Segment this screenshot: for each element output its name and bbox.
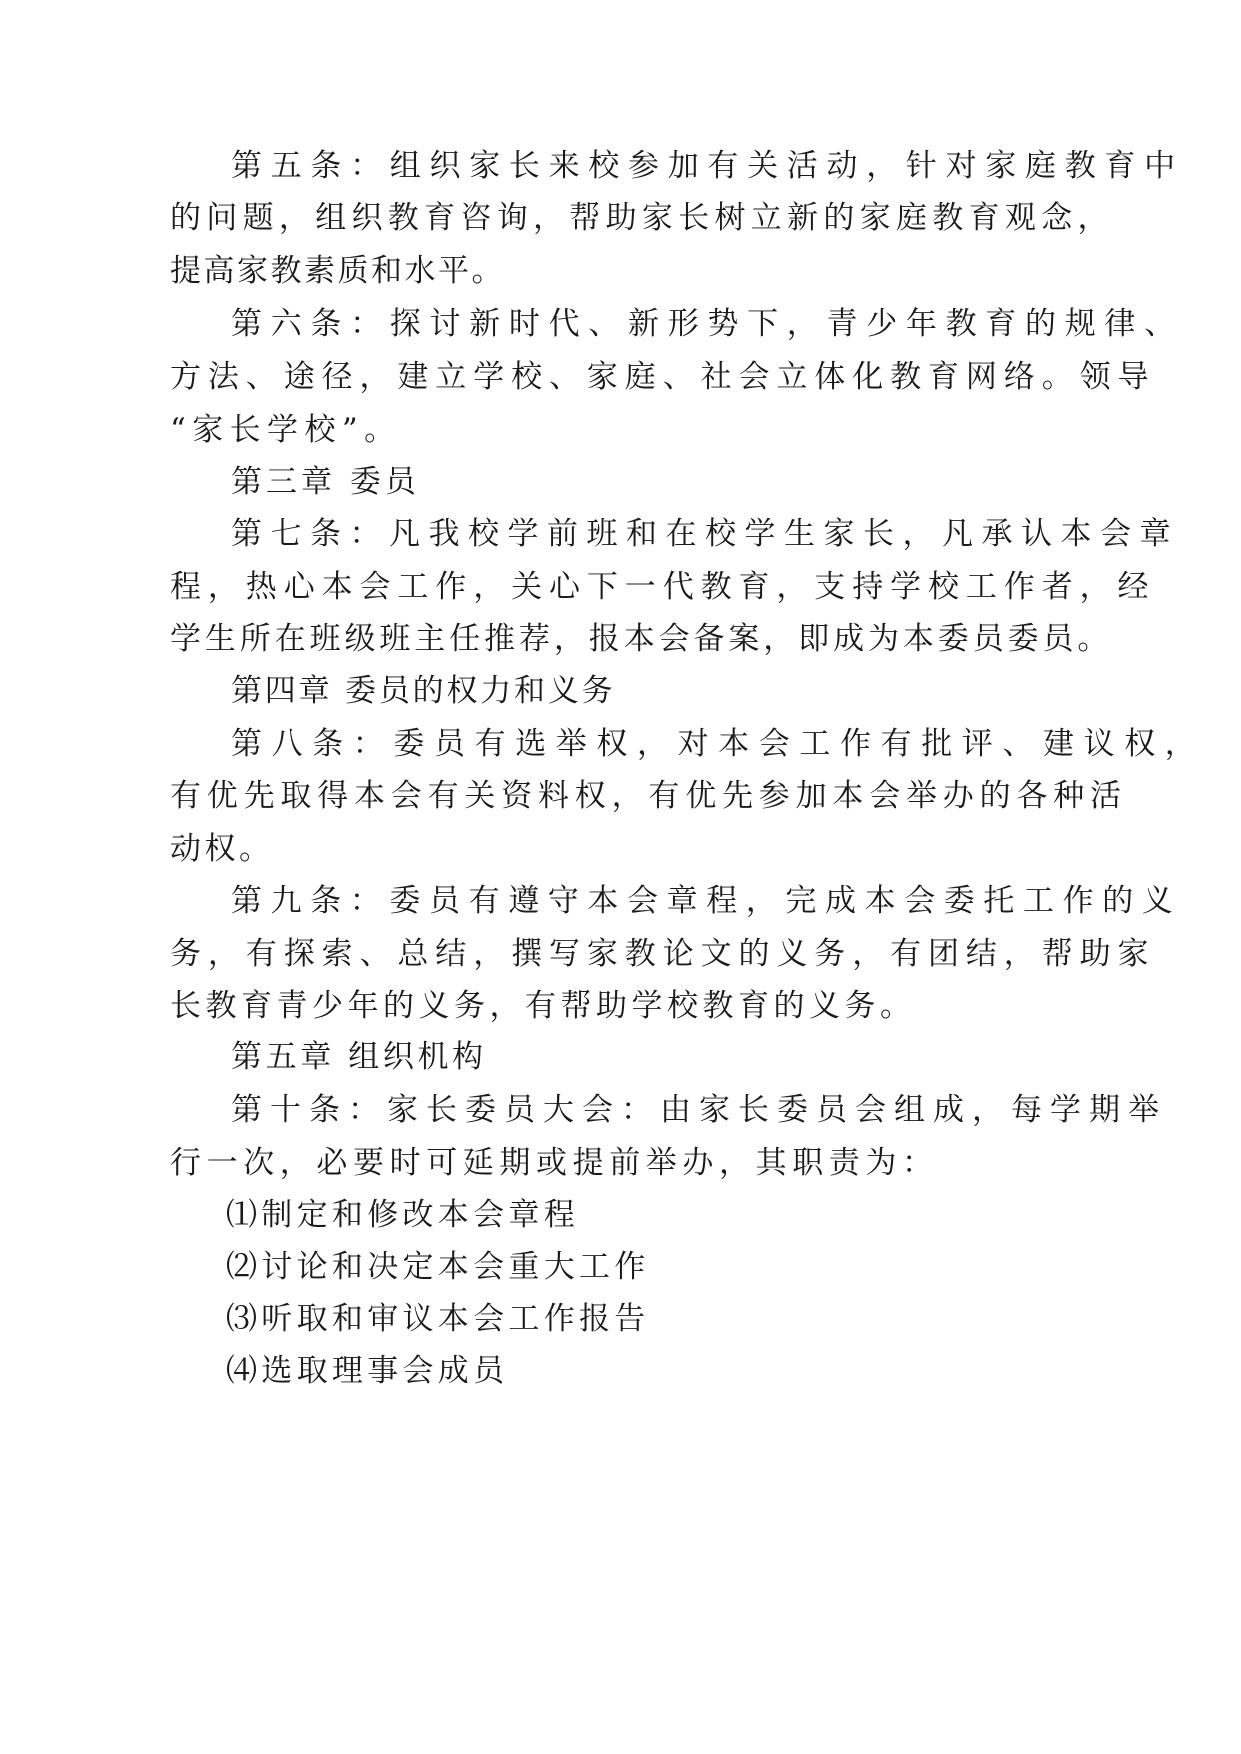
- paragraph-article-10-line-2: 行一次，必要时可延期或提前举办，其职责为：: [170, 1145, 939, 1181]
- paragraph-article-8-line-2: 有优先取得本会有关资料权，有优先参加本会举办的各种活: [170, 778, 1127, 814]
- paragraph-article-7-line-3: 学生所在班级班主任推荐，报本会备案，即成为本委员委员。: [170, 621, 1113, 657]
- paragraph-article-10-line-1: 第十条：家长委员大会：由家长委员会组成，每学期举: [231, 1092, 1167, 1128]
- chapter-4-heading: 第四章 委员的权力和义务: [231, 673, 616, 709]
- paragraph-article-7-line-2: 程，热心本会工作，关心下一代教育，支持学校工作者，经: [170, 569, 1156, 605]
- chapter-5-heading: 第五章 组织机构: [231, 1039, 487, 1075]
- paragraph-article-6-line-3: “家长学校”。: [170, 412, 402, 448]
- paragraph-article-5-line-3: 提高家教素质和水平。: [170, 253, 505, 289]
- paragraph-article-6-line-1: 第六条：探讨新时代、新形势下，青少年教育的规律、: [231, 306, 1184, 342]
- list-item-duty-2: ⑵讨论和决定本会重大工作: [226, 1249, 650, 1285]
- paragraph-article-9-line-1: 第九条：委员有遵守本会章程，完成本会委托工作的义: [231, 883, 1182, 919]
- paragraph-article-7-line-1: 第七条：凡我校学前班和在校学生家长，凡承认本会章: [231, 516, 1179, 552]
- chapter-3-heading: 第三章 委员: [231, 464, 420, 500]
- paragraph-article-6-line-2: 方法、途径，建立学校、家庭、社会立体化教育网络。领导: [170, 359, 1156, 395]
- list-item-duty-3: ⑶听取和审议本会工作报告: [226, 1301, 650, 1337]
- paragraph-article-9-line-3: 长教育青少年的义务，有帮助学校教育的义务。: [170, 988, 916, 1024]
- paragraph-article-8-line-1: 第八条：委员有选举权，对本会工作有批评、建议权，: [231, 726, 1206, 762]
- paragraph-article-5-line-2: 的问题，组织教育咨询，帮助家长树立新的家庭教育观念，: [170, 200, 1114, 236]
- paragraph-article-5-line-1: 第五条：组织家长来校参加有关活动，针对家庭教育中: [231, 148, 1184, 184]
- paragraph-article-8-line-3: 动权。: [170, 831, 274, 867]
- paragraph-article-9-line-2: 务，有探索、总结，撰写家教论文的义务，有团结，帮助家: [170, 936, 1156, 972]
- list-item-duty-1: ⑴制定和修改本会章程: [226, 1197, 579, 1233]
- list-item-duty-4: ⑷选取理事会成员: [226, 1353, 509, 1389]
